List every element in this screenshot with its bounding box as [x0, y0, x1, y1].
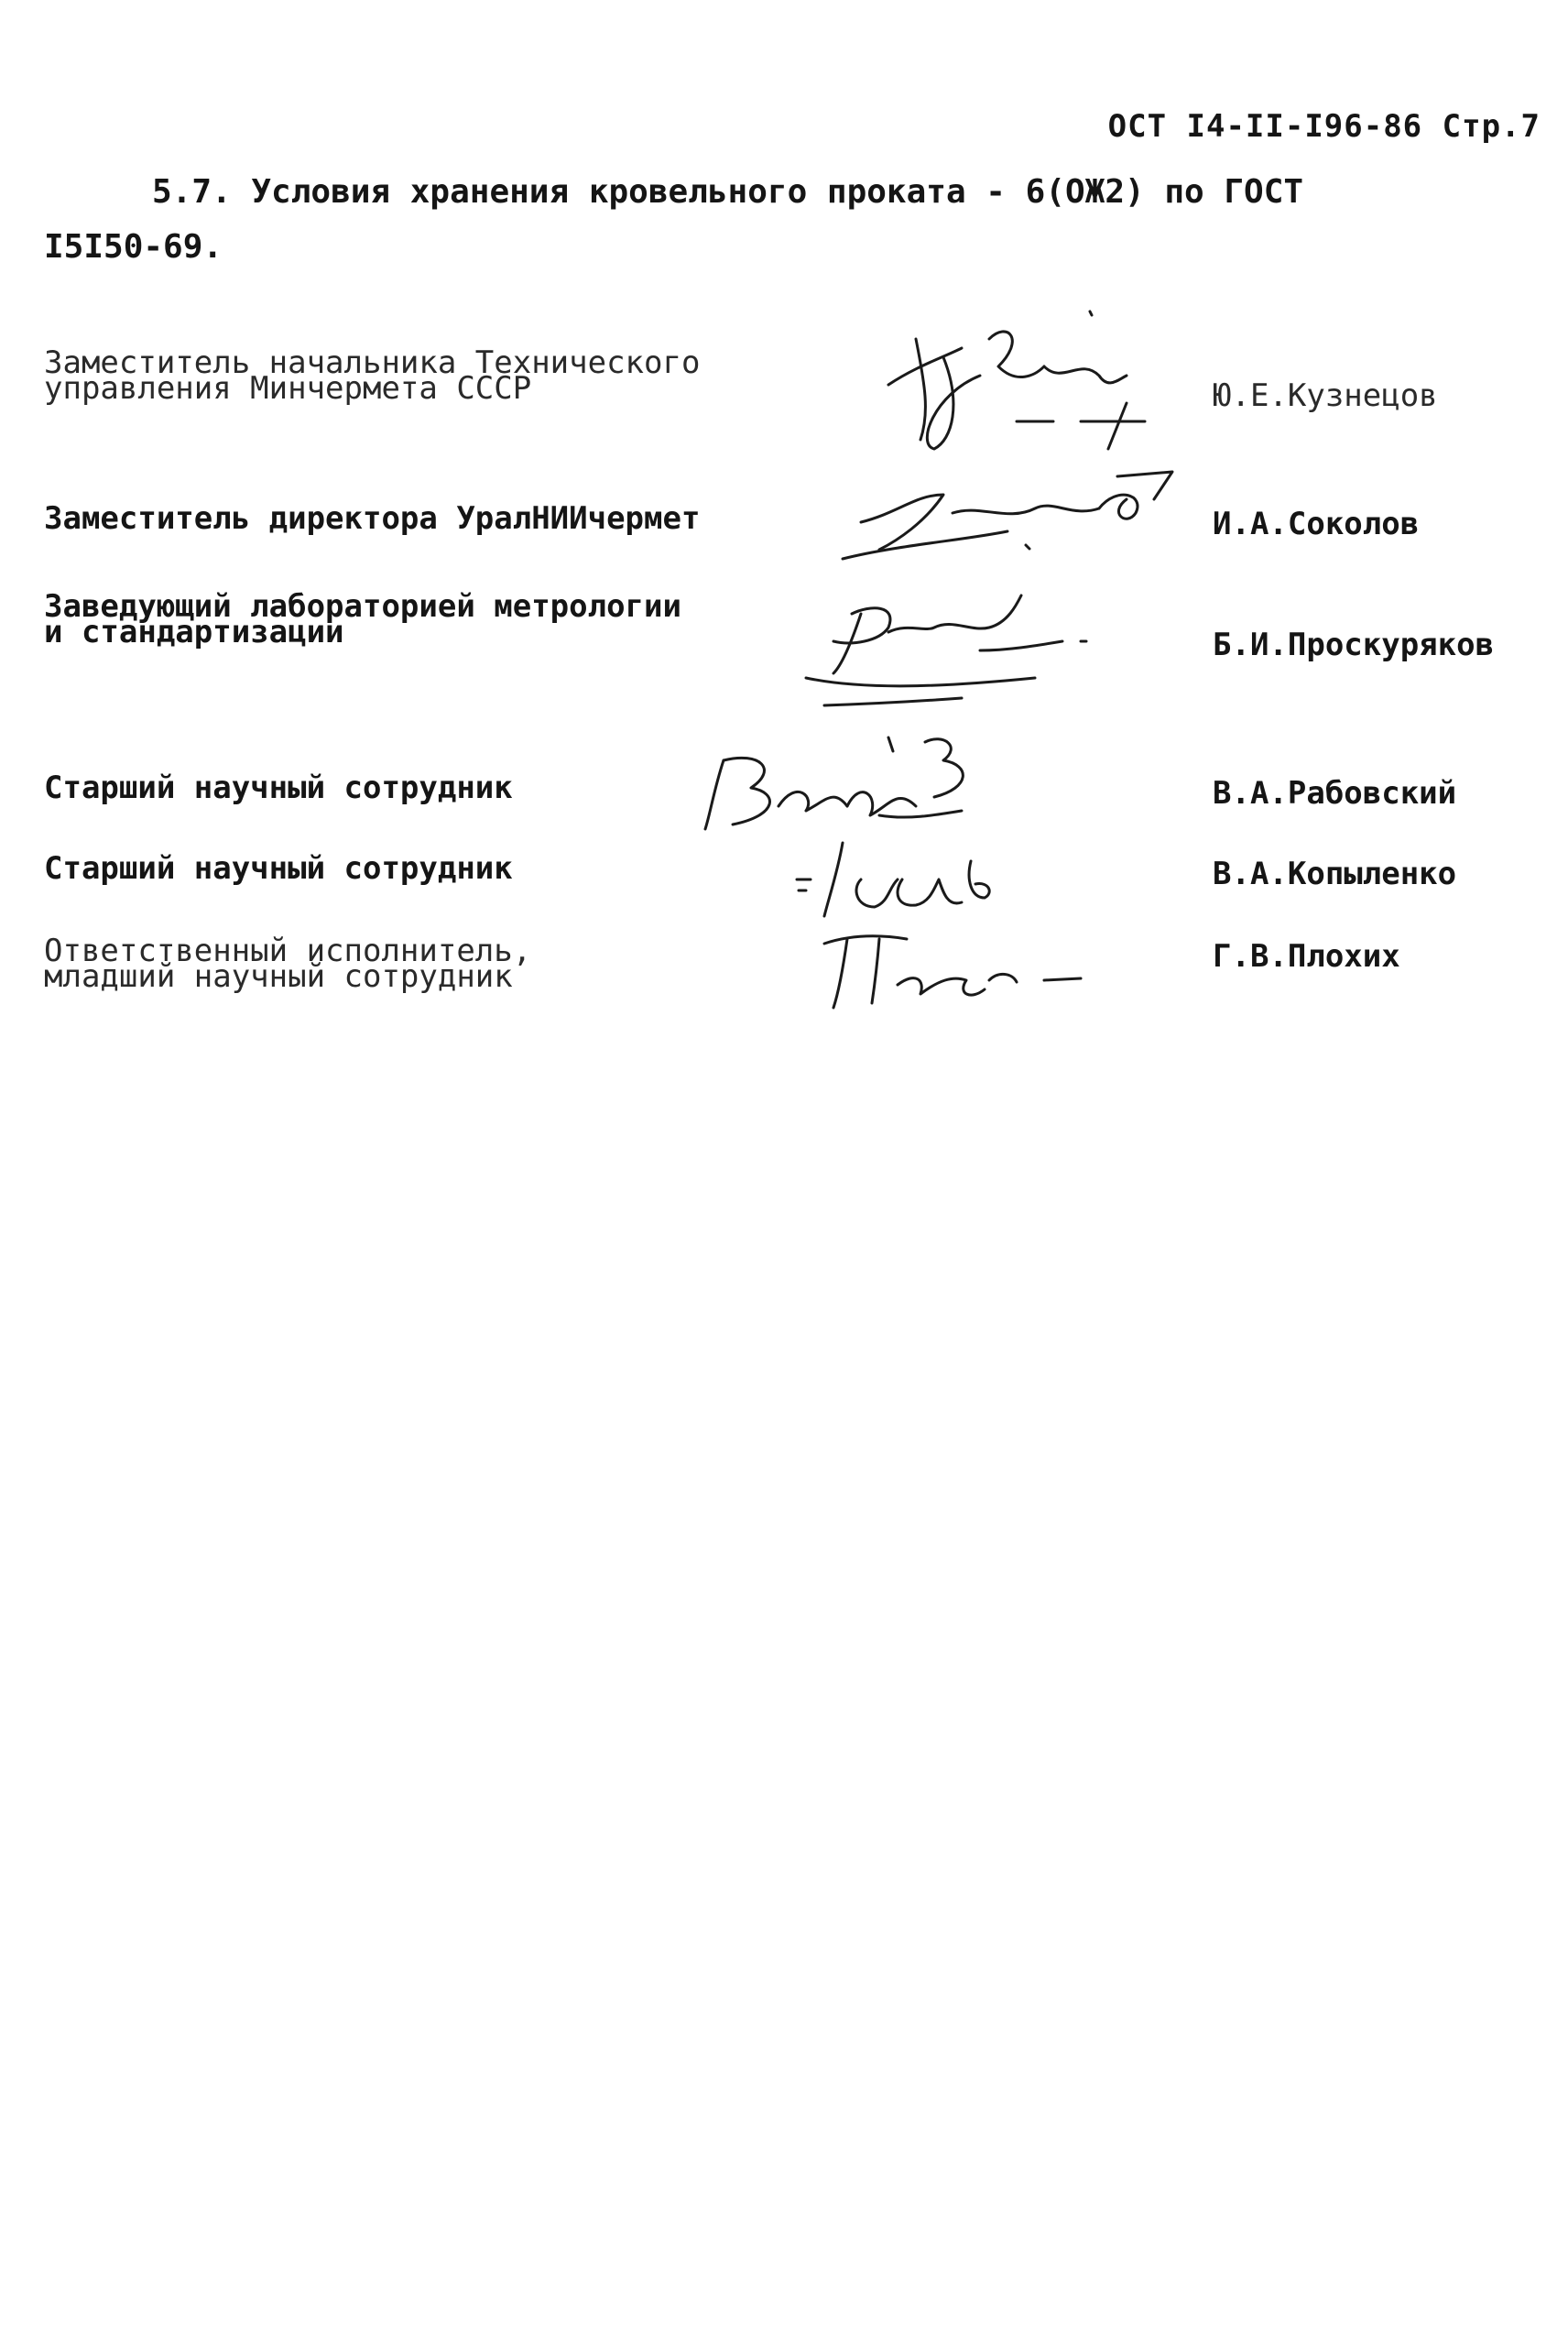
clause-text-continued: I5I50-69.: [44, 228, 223, 266]
signatory-role: Заведующий лабораторией метрологии и стандартизации: [44, 588, 681, 650]
signature-5-image: [788, 824, 1026, 925]
page-header: [1108, 108, 1541, 145]
signatory-name: В.А.Рабовский: [1213, 775, 1457, 812]
signatory-role: Старший научный сотрудник: [44, 770, 513, 806]
signatory-role: Ответственный исполнитель, младший научный сотрудник: [44, 933, 532, 995]
signatory-name: Б.И.Проскуряков: [1213, 627, 1495, 663]
signatory-role: Заместитель директора УралНИИчермет: [44, 500, 701, 537]
clause-text: 5.7. Условия хранения кровельного проката - 6(ОЖ2) по ГОСТ: [152, 173, 1304, 211]
signatory-name: И.А.Соколов: [1213, 506, 1420, 542]
signatory-role: Заместитель начальника Технического управления Минчермета СССР: [44, 344, 701, 407]
signatory-name: Г.В.Плохих: [1213, 938, 1400, 975]
document-id: ОСТ I4-II-I96-86: [1107, 108, 1423, 145]
page-number: Стр.7: [1442, 108, 1541, 145]
signatory-role: Старший научный сотрудник: [44, 850, 513, 887]
clause-5-7: [44, 165, 1473, 275]
signature-3-image: [797, 577, 1127, 715]
signature-6-image: [806, 916, 1099, 1017]
signature-1-image: [879, 302, 1154, 458]
signatory-name: Ю.Е.Кузнецов: [1213, 377, 1438, 414]
signatory-name: В.А.Копыленко: [1213, 856, 1457, 892]
signature-2-image: [824, 458, 1191, 568]
